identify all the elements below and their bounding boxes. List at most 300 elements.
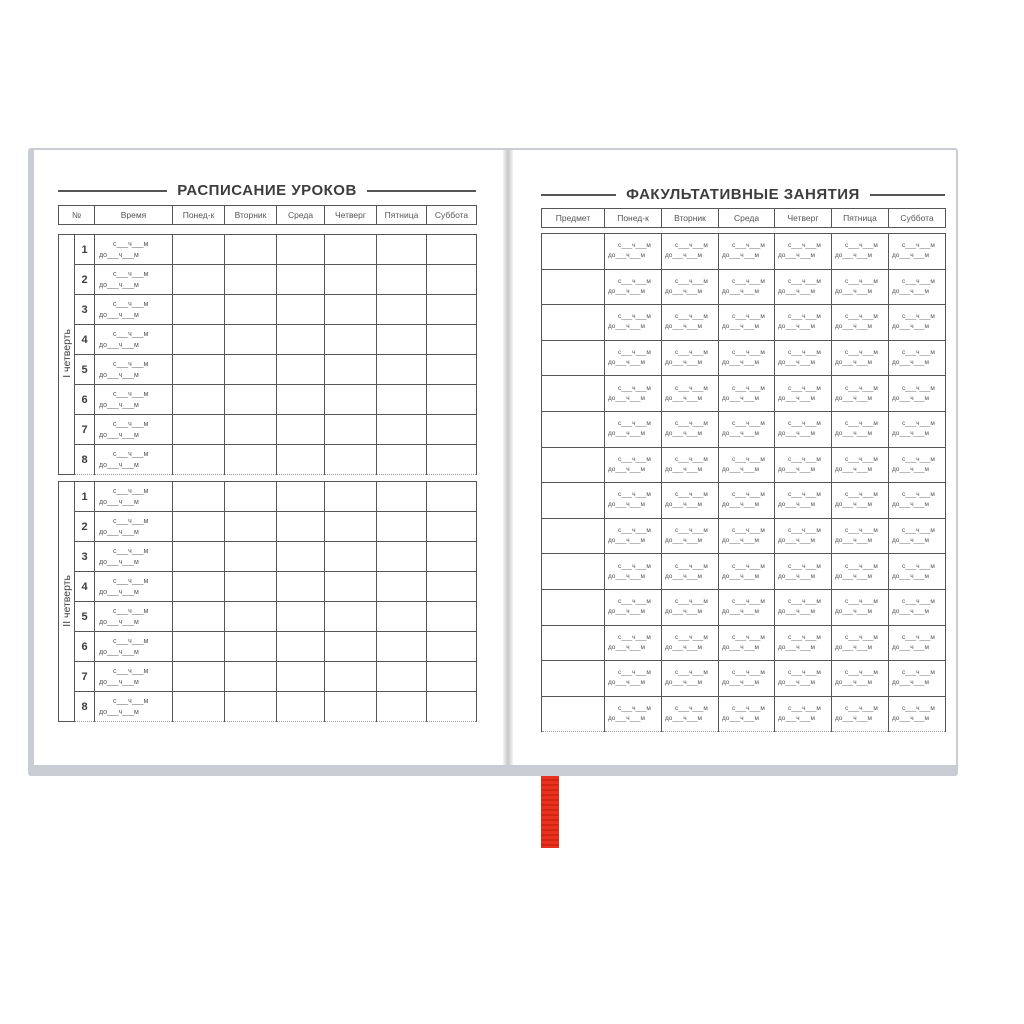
time-from: с___ч___м <box>618 384 651 392</box>
schedule-cell[interactable] <box>277 415 325 445</box>
subject-cell[interactable] <box>542 340 605 376</box>
schedule-cell[interactable] <box>173 632 225 662</box>
elective-time-cell[interactable] <box>889 554 946 590</box>
schedule-cell[interactable] <box>325 692 377 722</box>
book-spine <box>503 150 513 765</box>
schedule-cell[interactable] <box>377 482 427 512</box>
elective-time-cell[interactable] <box>662 305 719 341</box>
schedule-cell[interactable] <box>427 662 477 692</box>
schedule-cell[interactable] <box>225 265 277 295</box>
schedule-cell[interactable] <box>325 295 377 325</box>
time-from: с___ч___м <box>902 420 935 428</box>
elective-time-cell[interactable] <box>775 696 832 732</box>
lesson-time-field[interactable] <box>95 632 173 662</box>
schedule-cell[interactable] <box>277 572 325 602</box>
time-to: до___ч___м <box>835 287 872 295</box>
lesson-time-field[interactable] <box>95 235 173 265</box>
elective-time-cell[interactable] <box>605 625 662 661</box>
elective-time-cell[interactable] <box>775 518 832 554</box>
time-to: до___ч___м <box>778 679 815 687</box>
elective-time-cell[interactable] <box>719 589 775 625</box>
schedule-cell[interactable] <box>377 445 427 475</box>
elective-time-cell[interactable] <box>889 447 946 483</box>
time-from: с___ч___м <box>845 491 878 499</box>
elective-time-cell[interactable] <box>889 696 946 732</box>
schedule-cell[interactable] <box>377 235 427 265</box>
schedule-cell[interactable] <box>225 632 277 662</box>
time-from: с___ч___м <box>902 527 935 535</box>
electives-table <box>541 233 946 732</box>
schedule-cell[interactable] <box>427 265 477 295</box>
time-from: с___ч___м <box>845 455 878 463</box>
schedule-cell[interactable] <box>427 355 477 385</box>
elective-time-cell[interactable] <box>719 376 775 412</box>
lesson-time-field[interactable] <box>95 295 173 325</box>
time-from: с___ч___м <box>675 669 708 677</box>
time-from: с___ч___м <box>618 705 651 713</box>
schedule-cell[interactable] <box>277 265 325 295</box>
schedule-cell[interactable] <box>225 542 277 572</box>
schedule-cell[interactable] <box>427 445 477 475</box>
schedule-cell[interactable] <box>277 325 325 355</box>
elective-time-cell[interactable] <box>662 447 719 483</box>
elective-time-cell[interactable] <box>889 411 946 447</box>
elective-time-cell[interactable] <box>605 269 662 305</box>
lesson-time-field[interactable] <box>95 325 173 355</box>
schedule-cell[interactable] <box>277 662 325 692</box>
elective-time-cell[interactable] <box>832 447 889 483</box>
schedule-cell[interactable] <box>277 692 325 722</box>
schedule-cell[interactable] <box>325 355 377 385</box>
lesson-time-field[interactable] <box>95 602 173 632</box>
schedule-cell[interactable] <box>173 602 225 632</box>
lesson-time-field[interactable] <box>95 662 173 692</box>
time-from: с___ч___м <box>845 384 878 392</box>
elective-time-cell[interactable] <box>719 411 775 447</box>
schedule-cell[interactable] <box>173 572 225 602</box>
schedule-cell[interactable] <box>277 385 325 415</box>
lesson-time-field[interactable] <box>95 482 173 512</box>
schedule-cell[interactable] <box>225 572 277 602</box>
elective-time-cell[interactable] <box>605 447 662 483</box>
schedule-cell[interactable] <box>325 325 377 355</box>
schedule-cell[interactable] <box>427 572 477 602</box>
elective-time-cell[interactable] <box>719 518 775 554</box>
subject-cell[interactable] <box>542 589 605 625</box>
lesson-row <box>59 355 477 385</box>
time-to: до___ч___м <box>99 311 139 319</box>
time-to: до___ч___м <box>892 359 929 367</box>
elective-row <box>542 376 946 412</box>
schedule-cell[interactable] <box>325 662 377 692</box>
subject-cell[interactable] <box>542 625 605 661</box>
schedule-cell[interactable] <box>277 355 325 385</box>
elective-time-cell[interactable] <box>719 554 775 590</box>
schedule-cell[interactable] <box>377 355 427 385</box>
elective-time-cell[interactable] <box>775 554 832 590</box>
schedule-cell[interactable] <box>173 445 225 475</box>
elective-time-cell[interactable] <box>832 554 889 590</box>
time-from: с___ч___м <box>788 349 821 357</box>
elective-time-cell[interactable] <box>605 518 662 554</box>
time-to: до___ч___м <box>892 608 929 616</box>
time-to: до___ч___м <box>665 715 702 723</box>
time-to: до___ч___м <box>608 359 645 367</box>
elective-time-cell[interactable] <box>889 234 946 270</box>
time-to: до___ч___м <box>665 287 702 295</box>
schedule-cell[interactable] <box>173 512 225 542</box>
elective-time-cell[interactable] <box>605 483 662 519</box>
time-to: до___ч___м <box>892 643 929 651</box>
schedule-cell[interactable] <box>427 602 477 632</box>
elective-row <box>542 411 946 447</box>
schedule-cell[interactable] <box>173 295 225 325</box>
time-to: до___ч___м <box>665 252 702 260</box>
elective-time-cell[interactable] <box>719 234 775 270</box>
schedule-cell[interactable] <box>225 602 277 632</box>
schedule-title: РАСПИСАНИЕ УРОКОВ <box>177 182 357 199</box>
time-to: до___ч___м <box>722 359 759 367</box>
elective-time-cell[interactable] <box>775 411 832 447</box>
elective-time-cell[interactable] <box>889 340 946 376</box>
schedule-cell[interactable] <box>377 325 427 355</box>
elective-time-cell[interactable] <box>605 589 662 625</box>
elective-time-cell[interactable] <box>832 234 889 270</box>
schedule-cell[interactable] <box>325 542 377 572</box>
time-from: с___ч___м <box>113 577 149 585</box>
schedule-cell[interactable] <box>277 295 325 325</box>
schedule-header-cell: Понед-к <box>173 206 225 225</box>
subject-cell[interactable] <box>542 554 605 590</box>
elective-time-cell[interactable] <box>832 589 889 625</box>
schedule-cell[interactable] <box>173 415 225 445</box>
time-to: до___ч___м <box>608 252 645 260</box>
lesson-time-field[interactable] <box>95 355 173 385</box>
schedule-cell[interactable] <box>225 325 277 355</box>
elective-time-cell[interactable] <box>719 269 775 305</box>
elective-time-cell[interactable] <box>605 554 662 590</box>
schedule-cell[interactable] <box>173 265 225 295</box>
elective-time-cell[interactable] <box>662 483 719 519</box>
elective-time-cell[interactable] <box>662 518 719 554</box>
schedule-cell[interactable] <box>427 512 477 542</box>
time-to: до___ч___м <box>99 588 139 596</box>
subject-cell[interactable] <box>542 518 605 554</box>
time-from: с___ч___м <box>732 384 765 392</box>
schedule-cell[interactable] <box>173 692 225 722</box>
subject-cell[interactable] <box>542 269 605 305</box>
elective-time-cell[interactable] <box>662 625 719 661</box>
schedule-cell[interactable] <box>427 415 477 445</box>
elective-time-cell[interactable] <box>719 661 775 697</box>
schedule-cell[interactable] <box>427 295 477 325</box>
elective-time-cell[interactable] <box>719 340 775 376</box>
elective-row <box>542 589 946 625</box>
time-from: с___ч___м <box>902 242 935 250</box>
elective-time-cell[interactable] <box>662 661 719 697</box>
elective-time-cell[interactable] <box>889 305 946 341</box>
schedule-cell[interactable] <box>173 482 225 512</box>
elective-time-cell[interactable] <box>605 411 662 447</box>
time-to: до___ч___м <box>835 537 872 545</box>
schedule-cell[interactable] <box>173 235 225 265</box>
subject-cell[interactable] <box>542 305 605 341</box>
schedule-cell[interactable] <box>377 265 427 295</box>
time-from: с___ч___м <box>845 313 878 321</box>
schedule-cell[interactable] <box>225 295 277 325</box>
schedule-cell[interactable] <box>427 692 477 722</box>
lesson-time-field[interactable] <box>95 415 173 445</box>
time-from: с___ч___м <box>788 705 821 713</box>
elective-time-cell[interactable] <box>832 340 889 376</box>
elective-time-cell[interactable] <box>662 269 719 305</box>
electives-header-cell: Суббота <box>889 209 946 228</box>
elective-time-cell[interactable] <box>719 447 775 483</box>
elective-time-cell[interactable] <box>662 411 719 447</box>
elective-time-cell[interactable] <box>775 625 832 661</box>
schedule-cell[interactable] <box>225 445 277 475</box>
schedule-cell[interactable] <box>377 692 427 722</box>
schedule-cell[interactable] <box>377 572 427 602</box>
time-from: с___ч___м <box>675 598 708 606</box>
schedule-cell[interactable] <box>325 445 377 475</box>
elective-time-cell[interactable] <box>832 625 889 661</box>
elective-row <box>542 696 946 732</box>
elective-time-cell[interactable] <box>775 447 832 483</box>
elective-time-cell[interactable] <box>662 696 719 732</box>
elective-time-cell[interactable] <box>605 305 662 341</box>
time-to: до___ч___м <box>665 501 702 509</box>
elective-time-cell[interactable] <box>662 589 719 625</box>
time-to: до___ч___м <box>99 618 139 626</box>
elective-time-cell[interactable] <box>775 589 832 625</box>
elective-time-cell[interactable] <box>719 625 775 661</box>
schedule-cell[interactable] <box>173 542 225 572</box>
subject-cell[interactable] <box>542 234 605 270</box>
schedule-cell[interactable] <box>225 235 277 265</box>
schedule-cell[interactable] <box>325 415 377 445</box>
schedule-cell[interactable] <box>277 235 325 265</box>
elective-time-cell[interactable] <box>605 234 662 270</box>
schedule-header-cell: № <box>59 206 95 225</box>
schedule-cell[interactable] <box>225 512 277 542</box>
schedule-cell[interactable] <box>325 632 377 662</box>
elective-time-cell[interactable] <box>605 340 662 376</box>
elective-row <box>542 483 946 519</box>
schedule-cell[interactable] <box>173 325 225 355</box>
schedule-cell[interactable] <box>277 602 325 632</box>
schedule-cell[interactable] <box>225 355 277 385</box>
lesson-time-field[interactable] <box>95 385 173 415</box>
schedule-cell[interactable] <box>325 482 377 512</box>
schedule-cell[interactable] <box>427 325 477 355</box>
time-from: с___ч___м <box>113 360 149 368</box>
schedule-cell[interactable] <box>427 235 477 265</box>
schedule-cell[interactable] <box>325 265 377 295</box>
schedule-cell[interactable] <box>377 385 427 415</box>
time-from: с___ч___м <box>618 669 651 677</box>
schedule-cell[interactable] <box>277 482 325 512</box>
time-from: с___ч___м <box>732 277 765 285</box>
time-to: до___ч___м <box>665 359 702 367</box>
schedule-cell[interactable] <box>277 632 325 662</box>
elective-time-cell[interactable] <box>832 411 889 447</box>
time-from: с___ч___м <box>113 637 149 645</box>
electives-header-cell: Вторник <box>662 209 719 228</box>
schedule-cell[interactable] <box>173 662 225 692</box>
time-from: с___ч___м <box>902 384 935 392</box>
schedule-cell[interactable] <box>427 632 477 662</box>
schedule-cell[interactable] <box>277 542 325 572</box>
schedule-cell[interactable] <box>377 602 427 632</box>
schedule-cell[interactable] <box>277 445 325 475</box>
elective-time-cell[interactable] <box>775 661 832 697</box>
lesson-number: 1 <box>75 235 95 265</box>
elective-time-cell[interactable] <box>775 269 832 305</box>
time-from: с___ч___м <box>675 562 708 570</box>
subject-cell[interactable] <box>542 447 605 483</box>
lesson-number: 7 <box>75 662 95 692</box>
time-to: до___ч___м <box>778 430 815 438</box>
schedule-cell[interactable] <box>377 662 427 692</box>
schedule-cell[interactable] <box>427 385 477 415</box>
lesson-row <box>59 512 477 542</box>
time-to: до___ч___м <box>722 394 759 402</box>
elective-time-cell[interactable] <box>719 483 775 519</box>
time-from: с___ч___м <box>618 349 651 357</box>
time-from: с___ч___м <box>788 420 821 428</box>
time-to: до___ч___м <box>608 572 645 580</box>
elective-time-cell[interactable] <box>889 661 946 697</box>
elective-time-cell[interactable] <box>775 305 832 341</box>
lesson-row <box>59 235 477 265</box>
time-to: до___ч___м <box>99 401 139 409</box>
lesson-time-field[interactable] <box>95 692 173 722</box>
time-from: с___ч___м <box>113 300 149 308</box>
elective-time-cell[interactable] <box>662 376 719 412</box>
elective-time-cell[interactable] <box>889 269 946 305</box>
time-from: с___ч___м <box>113 240 149 248</box>
elective-time-cell[interactable] <box>832 376 889 412</box>
time-from: с___ч___м <box>732 313 765 321</box>
time-to: до___ч___м <box>722 643 759 651</box>
subject-cell[interactable] <box>542 376 605 412</box>
time-to: до___ч___м <box>665 394 702 402</box>
elective-time-cell[interactable] <box>775 340 832 376</box>
lesson-time-field[interactable] <box>95 265 173 295</box>
lesson-time-field[interactable] <box>95 572 173 602</box>
schedule-cell[interactable] <box>377 542 427 572</box>
time-from: с___ч___м <box>113 330 149 338</box>
schedule-cell[interactable] <box>325 385 377 415</box>
elective-time-cell[interactable] <box>889 376 946 412</box>
time-from: с___ч___м <box>788 598 821 606</box>
elective-time-cell[interactable] <box>775 376 832 412</box>
elective-time-cell[interactable] <box>832 483 889 519</box>
time-from: с___ч___м <box>675 491 708 499</box>
schedule-cell[interactable] <box>427 542 477 572</box>
schedule-cell[interactable] <box>427 482 477 512</box>
lesson-row <box>59 572 477 602</box>
elective-time-cell[interactable] <box>605 696 662 732</box>
schedule-cell[interactable] <box>377 632 427 662</box>
time-to: до___ч___м <box>608 679 645 687</box>
schedule-cell[interactable] <box>325 512 377 542</box>
elective-time-cell[interactable] <box>832 518 889 554</box>
elective-time-cell[interactable] <box>889 518 946 554</box>
time-to: до___ч___м <box>778 359 815 367</box>
schedule-cell[interactable] <box>377 415 427 445</box>
lesson-time-field[interactable] <box>95 445 173 475</box>
time-to: до___ч___м <box>778 394 815 402</box>
time-from: с___ч___м <box>113 270 149 278</box>
elective-time-cell[interactable] <box>662 554 719 590</box>
elective-time-cell[interactable] <box>832 305 889 341</box>
time-to: до___ч___м <box>835 430 872 438</box>
lesson-time-field[interactable] <box>95 512 173 542</box>
elective-time-cell[interactable] <box>719 305 775 341</box>
schedule-cell[interactable] <box>277 512 325 542</box>
time-to: до___ч___м <box>835 252 872 260</box>
elective-time-cell[interactable] <box>775 234 832 270</box>
time-from: с___ч___м <box>113 450 149 458</box>
elective-time-cell[interactable] <box>889 483 946 519</box>
elective-time-cell[interactable] <box>605 376 662 412</box>
elective-time-cell[interactable] <box>832 269 889 305</box>
elective-time-cell[interactable] <box>719 696 775 732</box>
time-from: с___ч___м <box>845 527 878 535</box>
time-from: с___ч___м <box>675 527 708 535</box>
elective-time-cell[interactable] <box>889 625 946 661</box>
elective-time-cell[interactable] <box>662 340 719 376</box>
schedule-cell[interactable] <box>225 692 277 722</box>
elective-time-cell[interactable] <box>775 483 832 519</box>
elective-time-cell[interactable] <box>832 696 889 732</box>
time-to: до___ч___м <box>722 572 759 580</box>
lesson-number: 5 <box>75 355 95 385</box>
schedule-cell[interactable] <box>173 385 225 415</box>
elective-time-cell[interactable] <box>832 661 889 697</box>
lesson-number: 2 <box>75 265 95 295</box>
time-from: с___ч___м <box>902 313 935 321</box>
schedule-cell[interactable] <box>377 295 427 325</box>
elective-time-cell[interactable] <box>889 589 946 625</box>
subject-cell[interactable] <box>542 411 605 447</box>
subject-cell[interactable] <box>542 483 605 519</box>
schedule-cell[interactable] <box>377 512 427 542</box>
elective-time-cell[interactable] <box>662 234 719 270</box>
schedule-cell[interactable] <box>325 602 377 632</box>
elective-time-cell[interactable] <box>605 661 662 697</box>
schedule-cell[interactable] <box>173 355 225 385</box>
bookmark-ribbon[interactable] <box>541 776 559 848</box>
lesson-time-field[interactable] <box>95 542 173 572</box>
schedule-cell[interactable] <box>225 415 277 445</box>
time-from: с___ч___м <box>845 669 878 677</box>
time-from: с___ч___м <box>618 527 651 535</box>
time-from: с___ч___м <box>732 705 765 713</box>
schedule-cell[interactable] <box>225 385 277 415</box>
schedule-cell[interactable] <box>325 572 377 602</box>
schedule-cell[interactable] <box>225 662 277 692</box>
lesson-number: 5 <box>75 602 95 632</box>
subject-cell[interactable] <box>542 661 605 697</box>
elective-row <box>542 518 946 554</box>
time-from: с___ч___м <box>113 517 149 525</box>
schedule-cell[interactable] <box>325 235 377 265</box>
schedule-cell[interactable] <box>225 482 277 512</box>
subject-cell[interactable] <box>542 696 605 732</box>
